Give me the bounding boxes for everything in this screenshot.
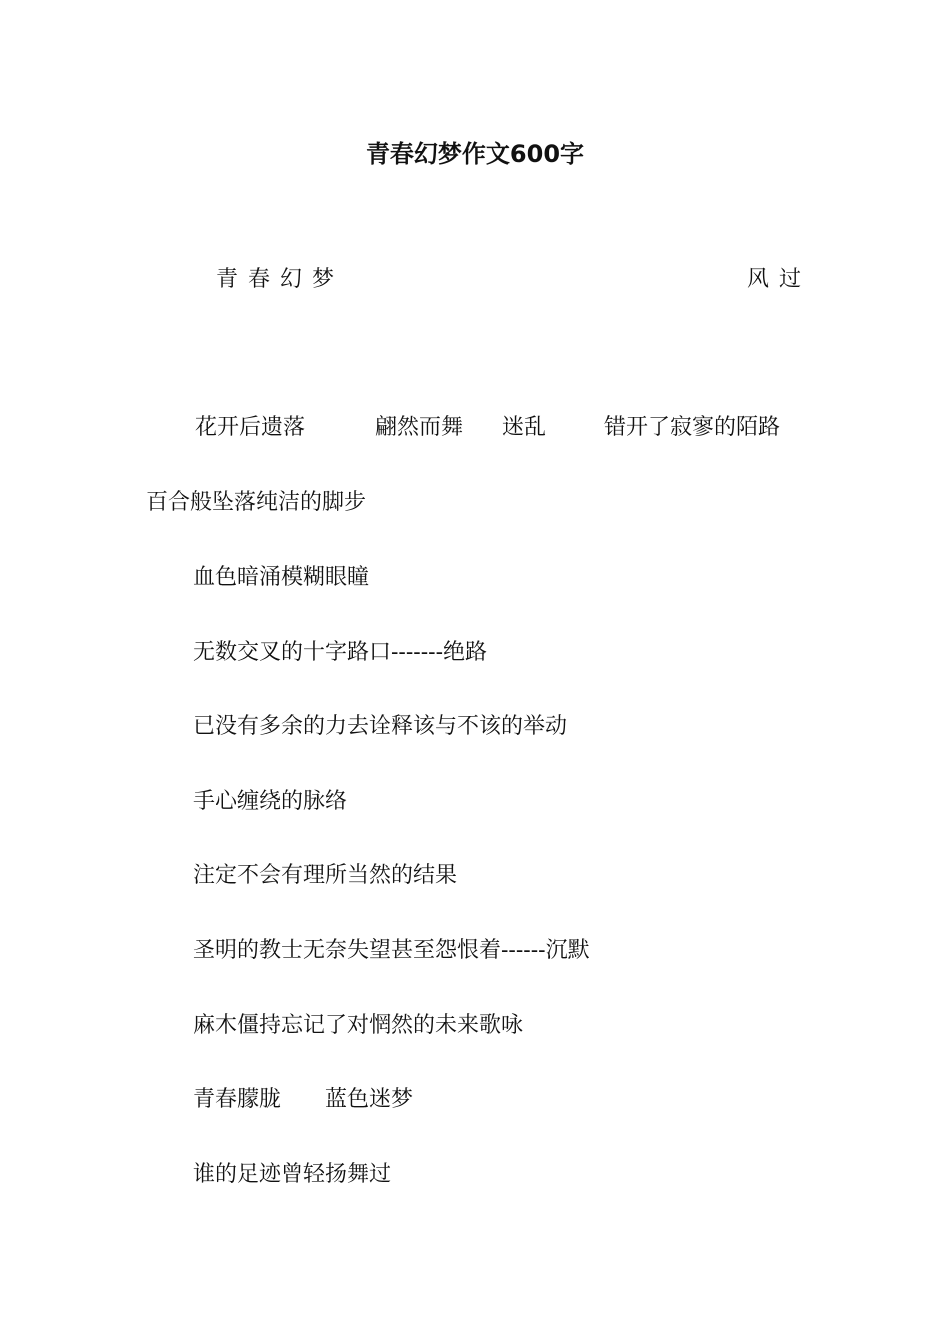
poem-line: 手心缠绕的脉络 (193, 789, 348, 814)
author-name: 风过 (747, 267, 812, 292)
poem-line: 青春朦胧 蓝色迷梦 (193, 1087, 414, 1112)
first-line-segment-3: 迷乱 (502, 415, 547, 440)
poem-line: 血色暗涌模糊眼瞳 (193, 565, 370, 590)
poem-line: 无数交叉的十字路口-------绝路 (193, 640, 488, 665)
document-title: 青春幻梦作文600字 (365, 140, 585, 168)
first-line-segment-4: 错开了寂寥的陌路 (604, 415, 781, 440)
poem-title: 青春幻梦 (216, 267, 345, 292)
poem-line: 麻木僵持忘记了对惘然的未来歌咏 (193, 1013, 524, 1038)
poem-line: 已没有多余的力去诠释该与不该的举动 (193, 714, 568, 739)
first-line-segment-2: 翩然而舞 (375, 415, 464, 440)
poem-line: 圣明的教士无奈失望甚至怨恨着------沉默 (193, 938, 590, 963)
poem-line: 百合般坠落纯洁的脚步 (146, 490, 367, 515)
first-line-segment-1: 花开后遗落 (195, 415, 306, 440)
poem-line: 注定不会有理所当然的结果 (193, 863, 458, 888)
poem-line: 谁的足迹曾轻扬舞过 (193, 1162, 392, 1187)
